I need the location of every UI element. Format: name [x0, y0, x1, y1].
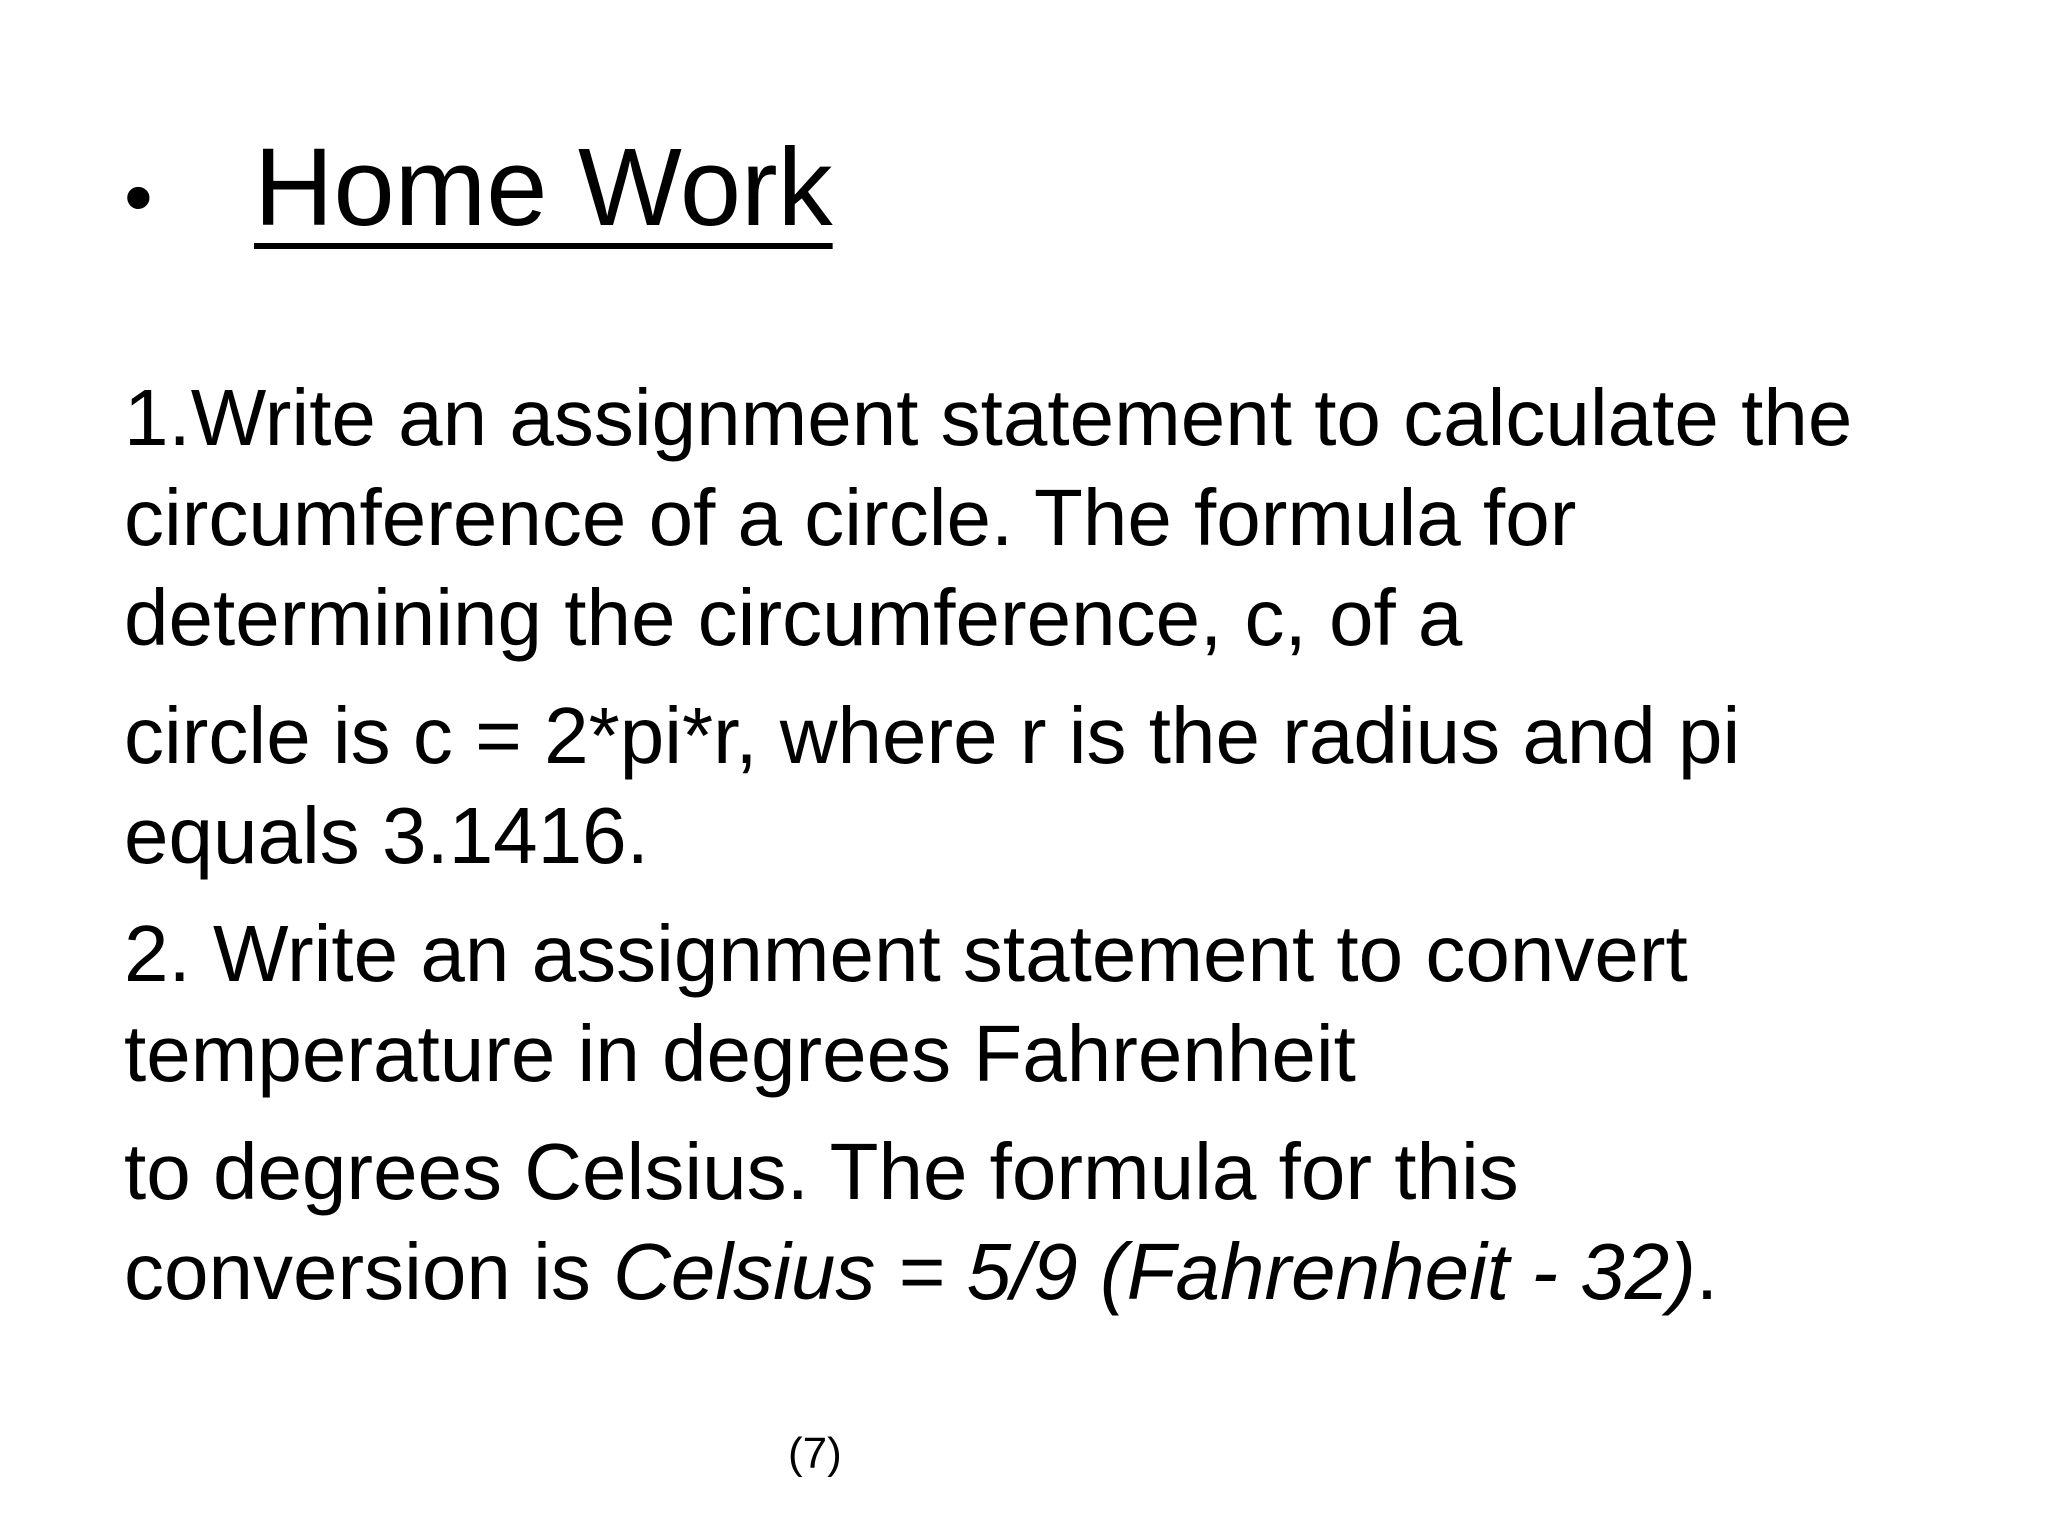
bullet-icon: • — [124, 152, 153, 243]
homework-question-2-part-1: 2. Write an assignment statement to convert temperature in degrees Fahrenheit — [124, 909, 1688, 1098]
question-2-suffix: . — [1695, 1227, 1719, 1316]
question-2-prefix: conversion is — [124, 1227, 614, 1316]
homework-question-1-part-2: circle is c = 2*pi*r, where r is the radius and pi equals 3.1416. — [124, 691, 1741, 880]
question-2-line-1: to degrees Celsius. The formula for this — [124, 1127, 1519, 1216]
celsius-formula: Celsius = 5/9 (Fahrenheit - 32) — [613, 1227, 1696, 1316]
slide-title: Home Work — [254, 126, 833, 249]
homework-question-1-part-1: 1.Write an assignment statement to calculate the circumference of a circle. The formula for determining the circumference, c, of a — [124, 373, 1853, 662]
homework-question-2-part-2 — [124, 1122, 1944, 1322]
page-number: (7) — [788, 1429, 842, 1478]
slide-title-row — [124, 126, 833, 249]
slide-body — [124, 368, 1944, 1340]
